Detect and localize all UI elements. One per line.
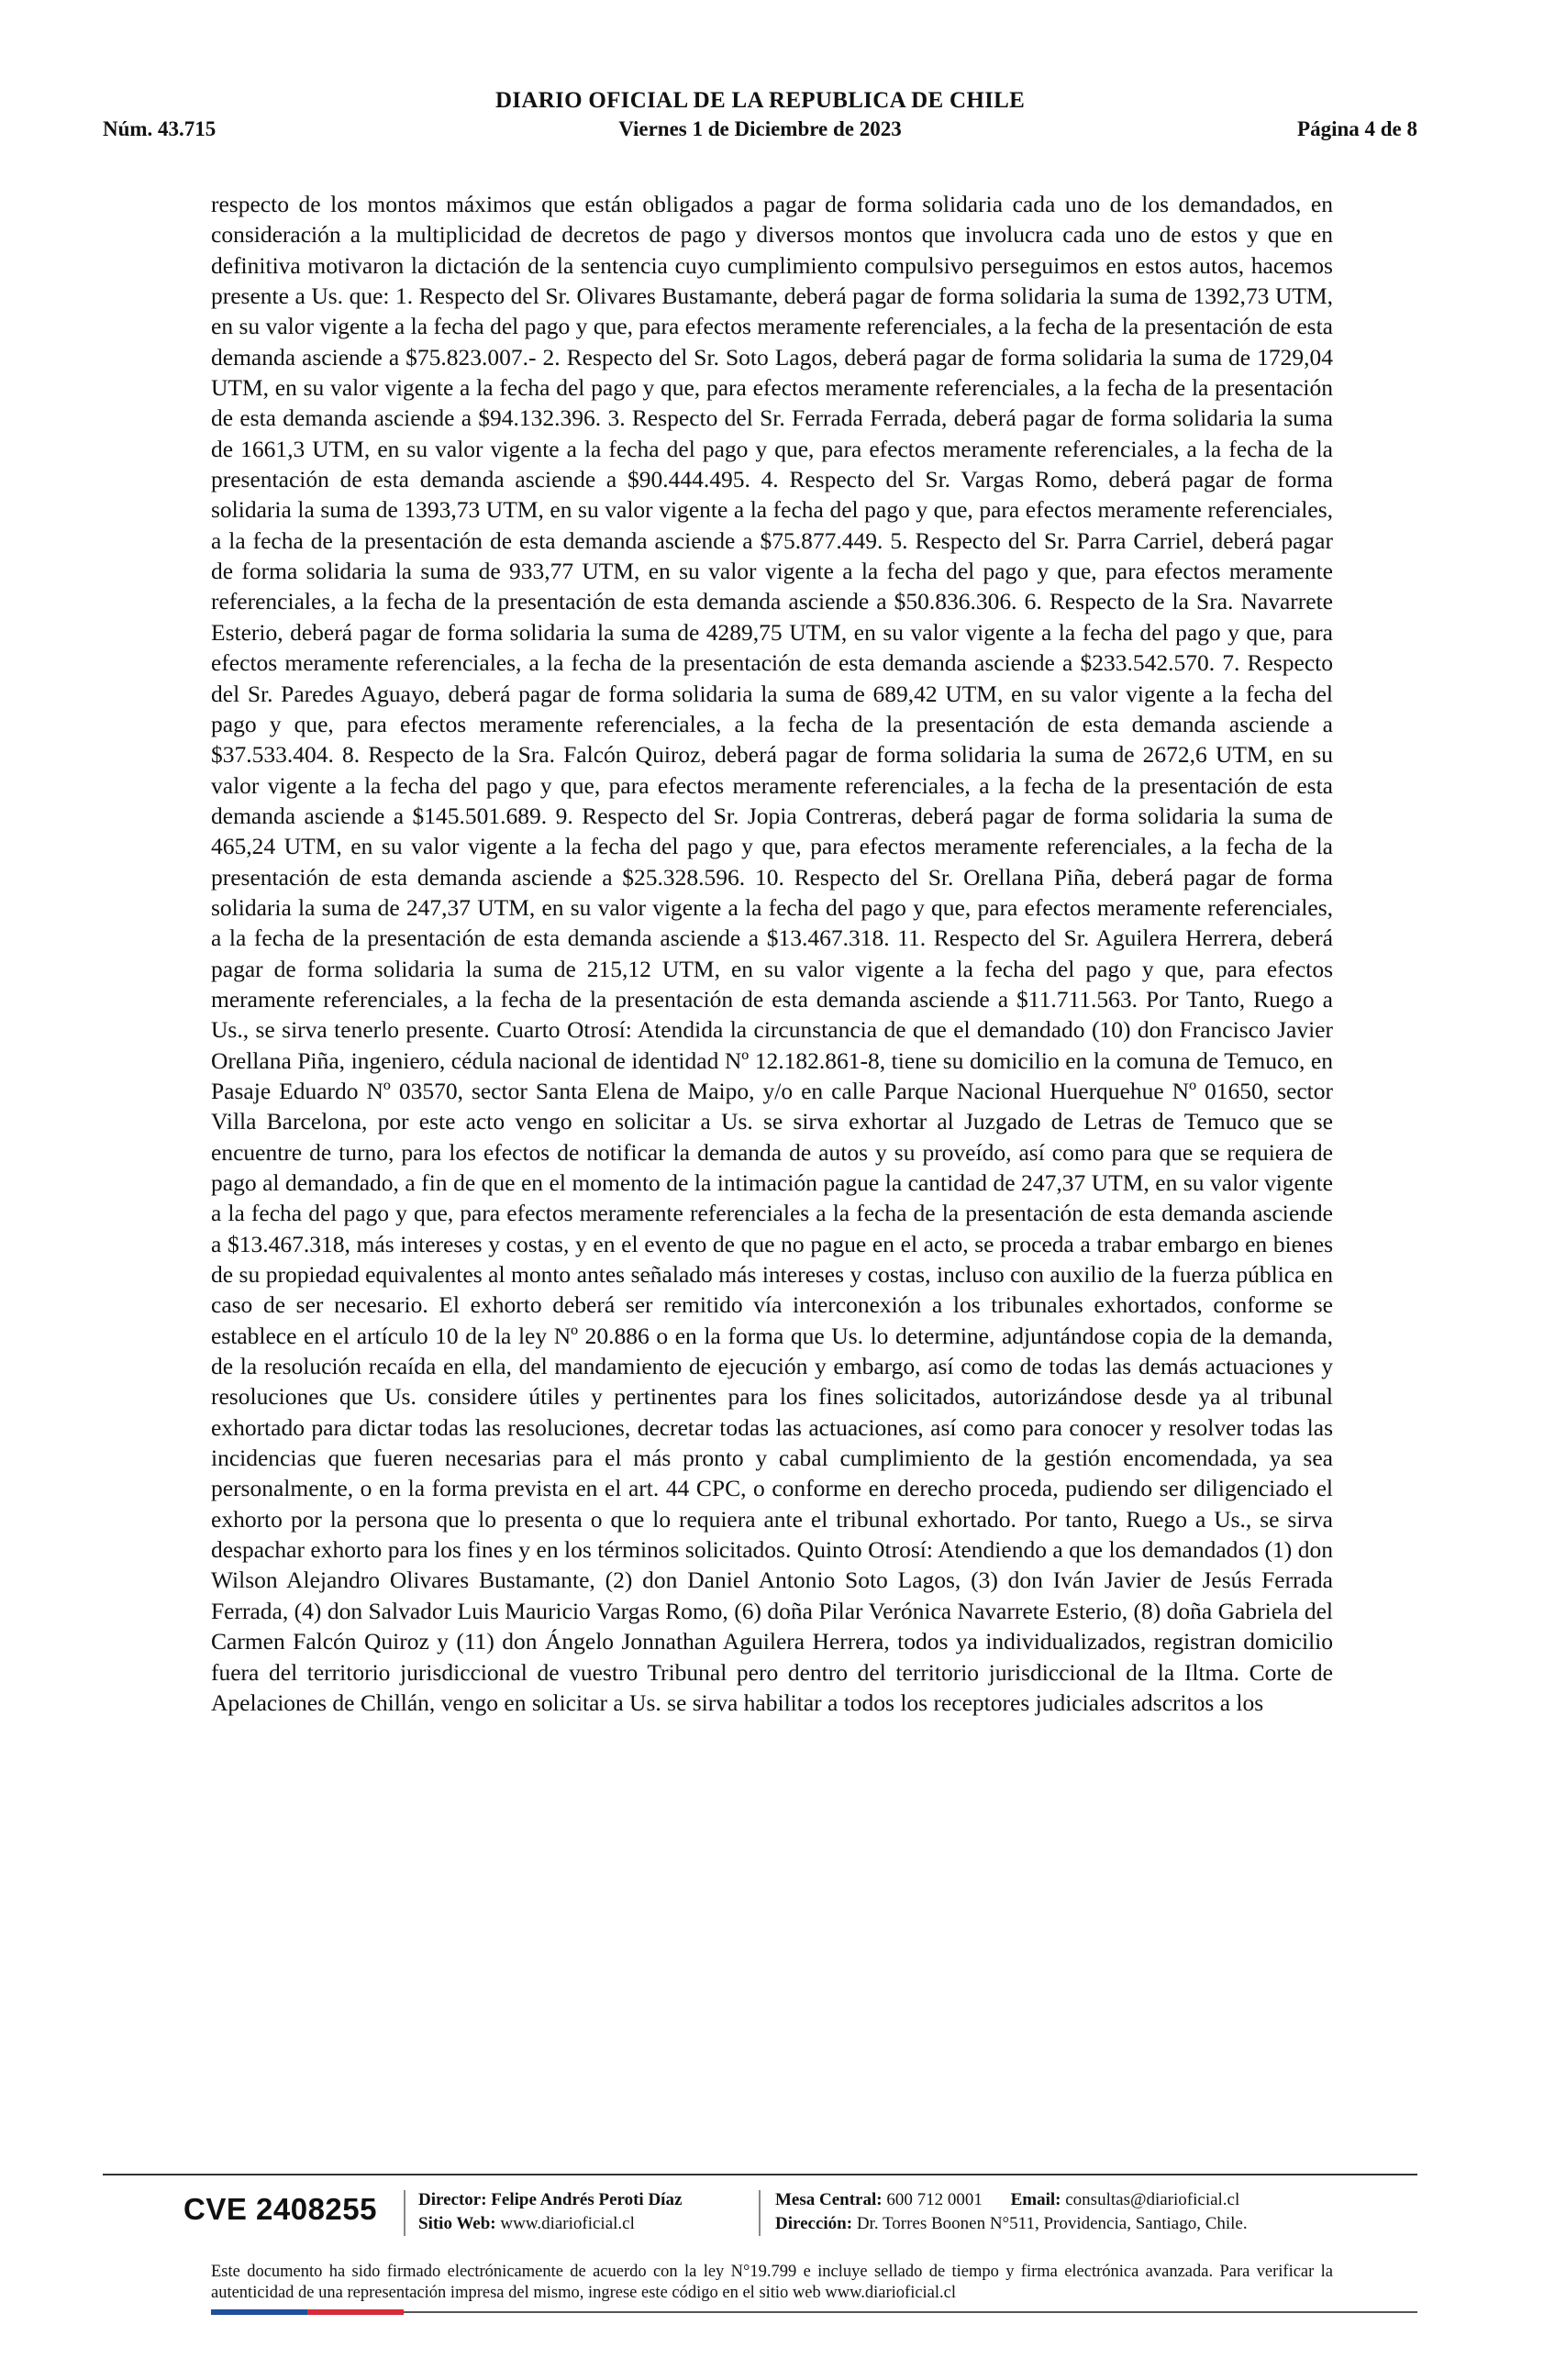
footer-separator: [759, 2190, 761, 2236]
phone-label: Mesa Central:: [775, 2190, 883, 2209]
cve-code: CVE 2408255: [183, 2192, 377, 2226]
page-number: Página 4 de 8: [1297, 117, 1417, 140]
phone-number: 600 712 0001: [886, 2190, 983, 2209]
document-body: respecto de los montos máximos que están obligados a pagar de forma solidaria cada uno de los demandados, en consideración a la multiplicidad de decretos de pago y diversos montos que involucra cada uno de estos y que en definitiva motivaron la dictación de la sentencia cuyo cumplimiento compulsivo perseguimos en estos autos, hacemos presente a Us. que: 1. Respecto del Sr. Olivares Bustamante, deberá pagar de forma solidaria la suma de 1392,73 UTM, en su valor vigente a la fecha del pago y que, para efectos meramente referenciales, a la fecha de la presentación de esta demanda asciende a $75.823.007.- 2. Respecto del Sr. Soto Lagos, deberá pagar de forma solidaria la suma de 1729,04 UTM, en su valor vigente a la fecha del pago y que, para efectos meramente referenciales, a la fecha de la presentación de esta demanda asciende a $94.132.396. 3. Respecto del Sr. Ferrada Ferrada, deberá pagar de forma solidaria la suma de 1661,3 UTM, en su valor vigente a la fecha del pago y que, para efectos meramente referenciales, a la fecha de la presentación de esta demanda asciende a $90.444.495. 4. Respecto del Sr. Vargas Romo, deberá pagar de forma solidaria la suma de 1393,73 UTM, en su valor vigente a la fecha del pago y que, para efectos meramente referenciales, a la fecha de la presentación de esta demanda asciende a $75.877.449. 5. Respecto del Sr. Parra Carriel, deberá pagar de forma solidaria la suma de 933,77 UTM, en su valor vigente a la fecha del pago y que, para efectos meramente referenciales, a la fecha de la presentación de esta demanda asciende a $50.836.306. 6. Respecto de la Sra. Navarrete Esterio, deberá pagar de forma solidaria la suma de 4289,75 UTM, en su valor vigente a la fecha del pago y que, para efectos meramente referenciales, a la fecha de la presentación de esta demanda asciende a $233.542.570. 7. Respecto del Sr. Paredes Aguayo, deberá pagar de forma solidaria la suma de 689,42 UTM, en su valor vigente a la fecha del pago y que, para efectos meramente referenciales, a la fecha de la presentación de esta demanda asciende a $37.533.404. 8. Respecto de la Sra. Falcón Quiroz, deberá pagar de forma solidaria la suma de 2672,6 UTM, en su valor vigente a la fecha del pago y que, para efectos meramente referenciales, a la fecha de la presentación de esta demanda asciende a $145.501.689. 9. Respecto del Sr. Jopia Contreras, deberá pagar de forma solidaria la suma de 465,24 UTM, en su valor vigente a la fecha del pago y que, para efectos meramente referenciales, a la fecha de la presentación de esta demanda asciende a $25.328.596. 10. Respecto del Sr. Orellana Piña, deberá pagar de forma solidaria la suma de 247,37 UTM, en su valor vigente a la fecha del pago y que, para efectos meramente referenciales, a la fecha de la presentación de esta demanda asciende a $13.467.318. 11. Respecto del Sr. Aguilera Herrera, deberá pagar de forma solidaria la suma de 215,12 UTM, en su valor vigente a la fecha del pago y que, para efectos meramente referenciales, a la fecha de la presentación de esta demanda asciende a $11.711.563. Por Tanto, Ruego a Us., se sirva tenerlo presente. Cuarto Otrosí: Atendida la circunstancia de que el demandado (10) don Francisco Javier Orellana Piña, ingeniero, cédula nacional de identidad Nº 12.182.861-8, tiene su domicilio en la comuna de Temuco, en Pasaje Eduardo Nº 03570, sector Santa Elena de Maipo, y/o en calle Parque Nacional Huerquehue Nº 01650, sector Villa Barcelona, por este acto vengo en solicitar a Us. se sirva exhortar al Juzgado de Letras de Temuco que se encuentre de turno, para los efectos de notificar la demanda de autos y su proveído, así como para que se requiera de pago al demandado, a fin de que en el momento de la intimación pague la cantidad de 247,37 UTM, en su valor vigente a la fecha del pago y que, para efectos meramente referenciales a la fecha de la presentación de esta demanda asciende a $13.467.318, más intereses y costas, y en el evento de que no pague en el acto, se proceda a trabar embargo en bienes de su propiedad equivalentes al monto antes señalado más intereses y costas, incluso con auxilio de la fuerza pública en caso de ser necesario. El exhorto deberá ser remitido vía interconexión a los tribunales exhortados, conforme se establece en el artículo 10 de la ley Nº 20.886 o en la forma que Us. lo determine, adjuntándose copia de la demanda, de la resolución recaída en ella, del mandamiento de ejecución y embargo, así como de todas las demás actuaciones y resoluciones que Us. considere útiles y pertinentes para los fines solicitados, autorizándose desde ya al tribunal exhortado para dictar todas las resoluciones, decretar todas las actuaciones, así como para conocer y resolver todas las incidencias que fueren necesarias para el más pronto y cabal cumplimiento de la gestión encomendada, ya sea personalmente, o en la forma prevista en el art. 44 CPC, o conforme en derecho proceda, pudiendo ser diligenciado el exhorto por la persona que lo presenta o que lo requiera ante el tribunal exhortado. Por tanto, Ruego a Us., se sirva despachar exhorto para los fines y en los términos solicitados. Quinto Otrosí: Atendiendo a que los demandados (1) don Wilson Alejandro Olivares Bustamante, (2) don Daniel Antonio Soto Lagos, (3) don Iván Javier de Jesús Ferrada Ferrada, (4) don Salvador Luis Mauricio Vargas Romo, (6) doña Pilar Verónica Navarrete Esterio, (8) doña Gabriela del Carmen Falcón Quiroz y (11) don Ángelo Jonnathan Aguilera Herrera, todos ya individualizados, registran domicilio fuera del territorio jurisdiccional de vuestro Tribunal pero dentro del territorio jurisdiccional de la Iltma. Corte de Apelaciones de Chillán, vengo en solicitar a Us. se sirva habilitar a todos los receptores judiciales adscritos a los: [211, 191, 1333, 1716]
publication-title: DIARIO OFICIAL DE LA REPUBLICA DE CHILE: [494, 88, 1026, 113]
director-line: [418, 2188, 682, 2212]
footer-director-column: [418, 2188, 682, 2236]
director-label: Director:: [418, 2190, 487, 2209]
footer-info: [183, 2186, 1376, 2242]
footer-separator: [404, 2190, 405, 2236]
contact-line: [775, 2188, 1248, 2212]
website-link[interactable]: www.diarioficial.cl: [500, 2214, 635, 2233]
issue-date: Viernes 1 de Diciembre de 2023: [618, 117, 902, 140]
footer-contact-column: [775, 2188, 1248, 2236]
flag-stripe: [211, 2309, 404, 2315]
address-label: Dirección:: [775, 2214, 853, 2233]
address-line: [775, 2212, 1248, 2236]
email-link[interactable]: consultas@diarioficial.cl: [1065, 2190, 1240, 2209]
issue-number: Núm. 43.715: [103, 117, 217, 140]
address-text: Dr. Torres Boonen N°511, Providencia, Santiago, Chile.: [856, 2214, 1248, 2233]
flag-blue-segment: [211, 2309, 307, 2315]
director-name: Felipe Andrés Peroti Díaz: [491, 2190, 683, 2209]
website-label: Sitio Web:: [418, 2214, 496, 2233]
footer-divider: [103, 2174, 1417, 2175]
website-line: [418, 2212, 682, 2236]
legal-notice: Este documento ha sido firmado electrónicamente de acuerdo con la ley N°19.799 e incluye sellado de tiempo y firma electrónica avanzada. Para verificar la autenticidad de una representación impresa del mismo, ingrese este código en el sitio web www.diarioficial.cl: [211, 2263, 1333, 2302]
email-label: Email:: [1010, 2190, 1061, 2209]
flag-red-segment: [307, 2309, 404, 2315]
page-header: [103, 88, 1417, 143]
bottom-divider: [404, 2311, 1417, 2313]
